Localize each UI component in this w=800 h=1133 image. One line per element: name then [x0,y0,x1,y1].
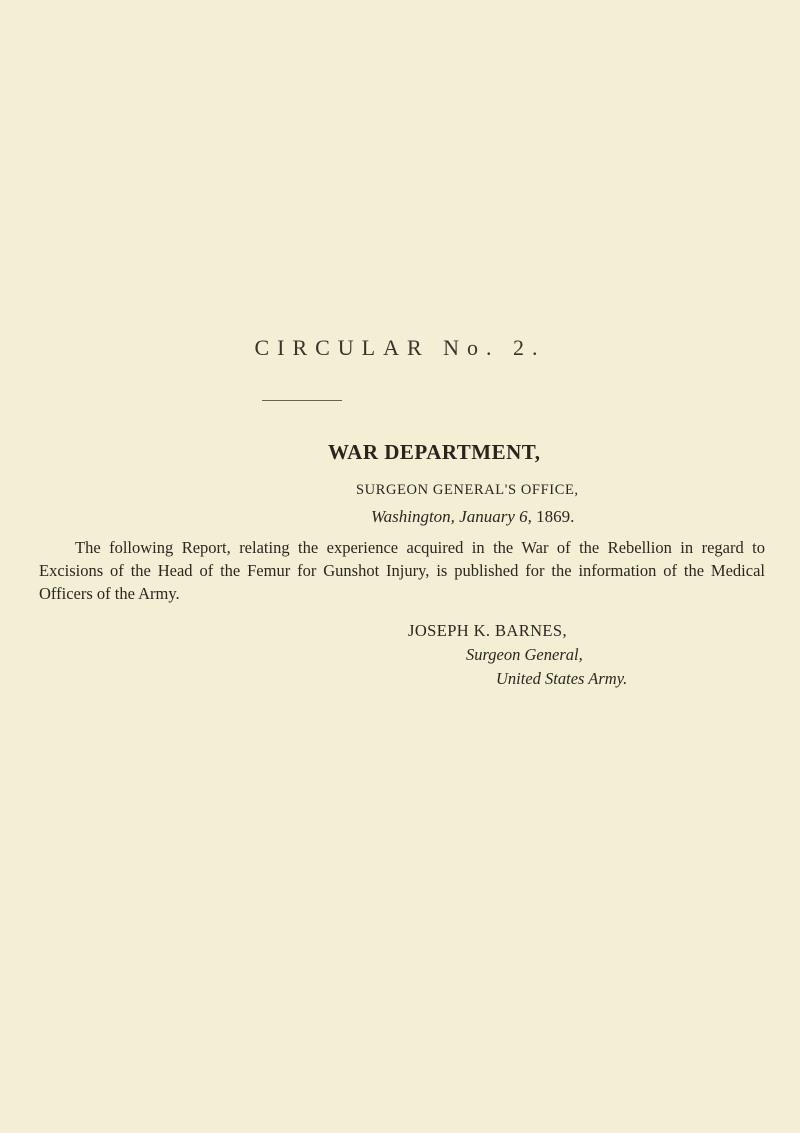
dateline-year: 1869. [536,507,575,526]
title-divider [262,400,342,401]
department-name: WAR DEPARTMENT, [328,440,541,464]
dateline [371,507,574,527]
signatory-organization: United States Army. [496,669,628,688]
office-name: SURGEON GENERAL'S OFFICE, [356,482,579,498]
body-paragraph-text: The following Report, relating the experience acquired in the War of the Rebellion in regard to Excisions of the Head of the Femur for Gunshot Injury, is published for the information of the Medical Officers of the Army. [39,538,765,603]
body-paragraph [39,536,765,605]
dateline-place-date: Washington, January 6, [371,507,532,526]
signatory-title: Surgeon General, [466,645,583,664]
circular-title: CIRCULAR No. 2. [254,335,546,360]
signatory-name: JOSEPH K. BARNES, [408,621,567,640]
